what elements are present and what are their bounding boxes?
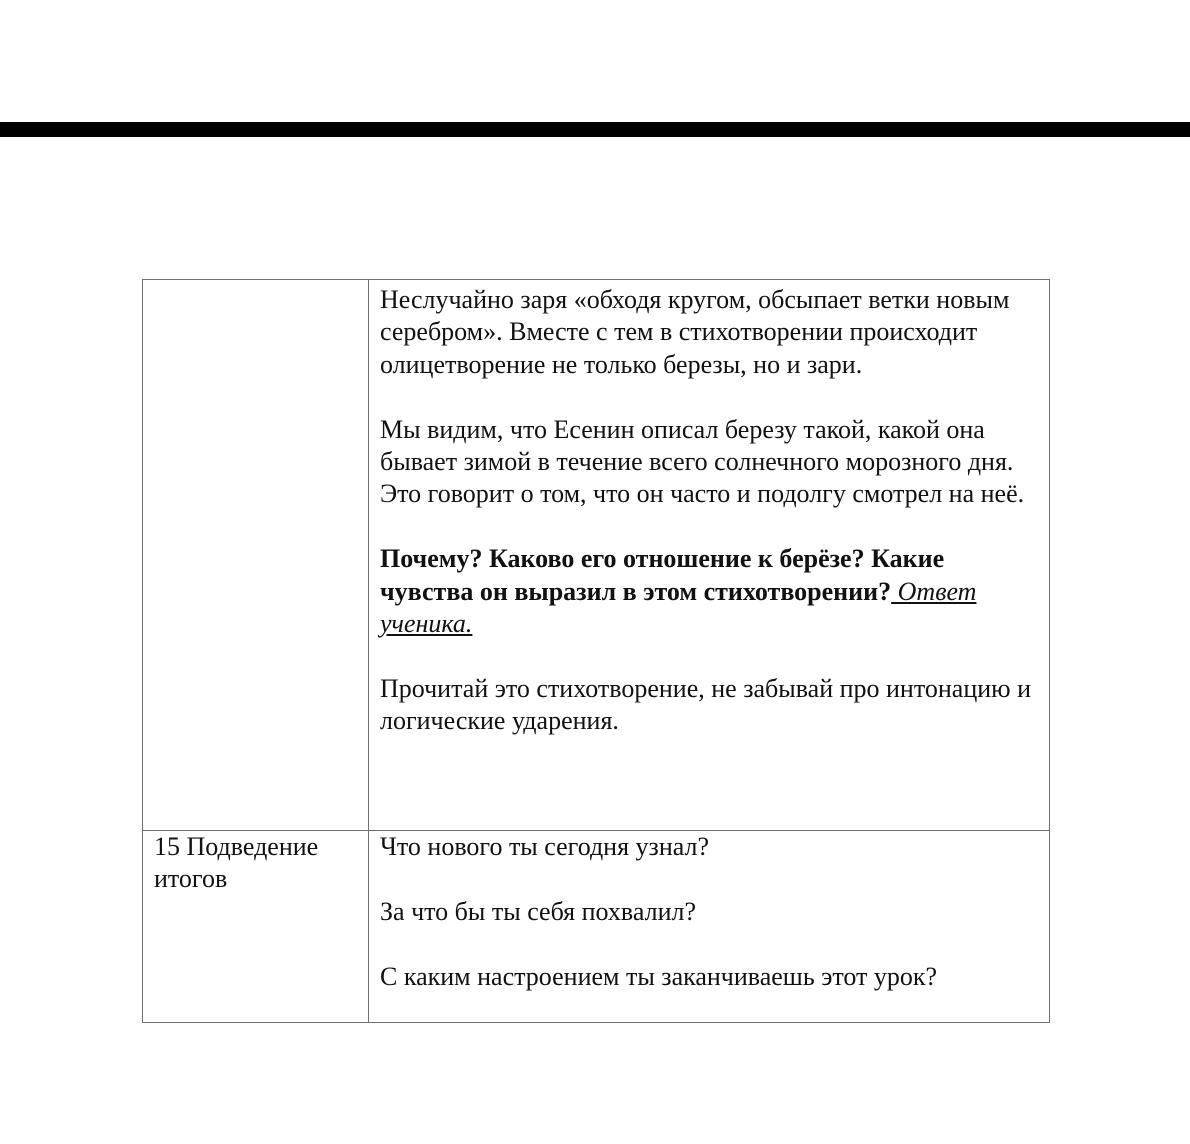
content-cell — [369, 280, 1050, 831]
stage-cell — [143, 280, 369, 831]
paragraph: Прочитай это стихотворение, не забывай про интонацию и логические ударения. — [380, 673, 1031, 736]
paragraph: Неслучайно заря «обходя кругом, обсыпает ветки новым серебром». Вместе с тем в стихотворении происходит олицетворение не только березы, но и зари. — [380, 285, 1010, 379]
question-paragraph — [380, 543, 1039, 640]
table-row — [143, 280, 1050, 831]
answer-note: Ответ ученика. — [380, 576, 977, 639]
teacher-question: Почему? Каково его отношение к берёзе? Какие чувства он выразил в этом стихотворении? — [380, 544, 945, 606]
paragraph: Что нового ты сегодня узнал? — [380, 832, 710, 861]
content-cell — [369, 831, 1050, 1023]
paragraph: С каким настроением ты заканчиваешь этот урок? — [380, 961, 938, 991]
lesson-plan-table — [142, 279, 1050, 1023]
paragraph: За что бы ты себя похвалил? — [380, 896, 696, 926]
table-row — [143, 831, 1050, 1023]
paragraph: Мы видим, что Есенин описал березу такой, какой она бывает зимой в течение всего солнечного морозного дня. Это говорит о том, что он часто и подолгу смотрел на неё. — [380, 414, 1025, 509]
header-rule — [0, 122, 1190, 137]
stage-cell: 15 Подведение итогов — [143, 831, 369, 1023]
